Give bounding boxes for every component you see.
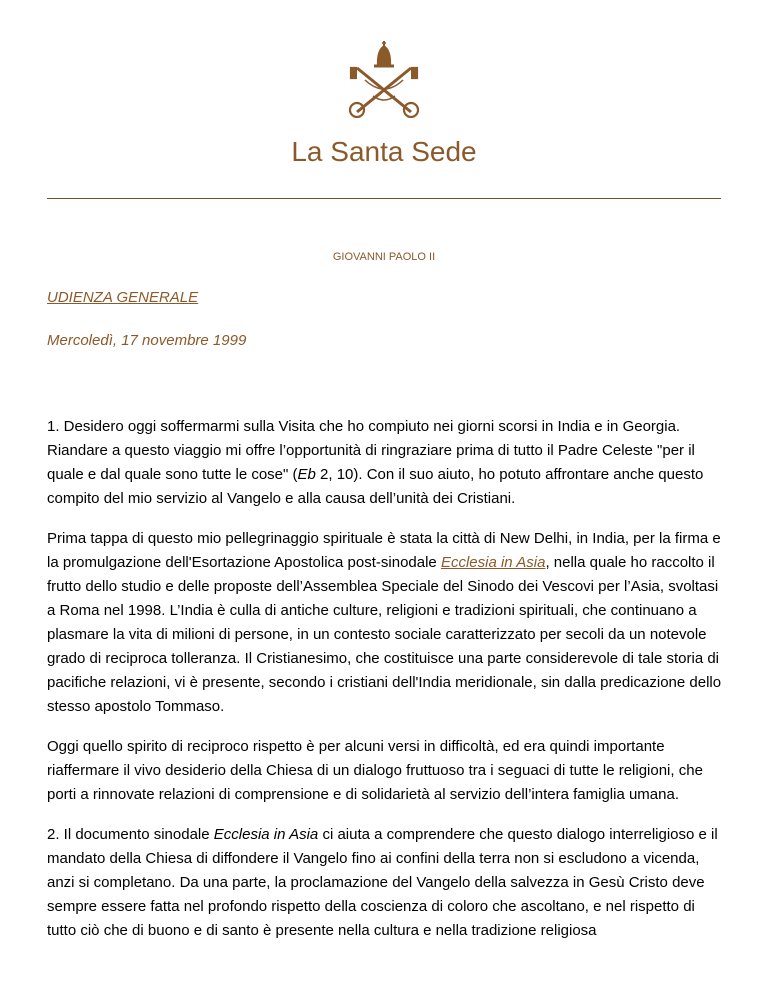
- document-body: [47, 415, 727, 959]
- event-date: Mercoledì, 17 novembre 1999: [47, 332, 247, 349]
- author-label: GIOVANNI PAOLO II: [332, 251, 436, 263]
- paragraph-1: 1. Desidero oggi soffermarmi sulla Visita che ho compiuto nei giorni scorsi in India e in Georgia. Riandare a questo viaggio mi offre l’opportunità di ringraziare prima di tutto il Padre Celeste "per il quale e dal quale sono tutte le cose" (Eb 2, 10). Con il suo aiuto, ho potuto affrontare anche questo compito del mio servizio al Vangelo e alla causa dell’unità dei Cristiani.: [47, 418, 704, 507]
- paragraph-3: Oggi quello spirito di reciproco rispetto è per alcuni versi in difficoltà, ed era quindi importante riaffermare il vivo desiderio della Chiesa di un dialogo fruttuoso tra i seguaci di tutte le religioni, che porti a rinnovate relazioni di comprensione e di solidarietà al servizio dell’intera famiglia umana.: [47, 738, 703, 803]
- header-divider: [47, 198, 721, 199]
- papal-keys-emblem-icon: [343, 40, 425, 118]
- event-title: UDIENZA GENERALE: [47, 289, 199, 306]
- paragraph-2: Prima tappa di questo mio pellegrinaggio spirituale è stata la città di New Delhi, in India, per la firma e la promulgazione dell'Esortazione Apostolica post-sinodale Ecclesia in Asia, nella quale ho raccolto il frutto dello studio e delle proposte dell’Assemblea Speciale del Sinodo dei Vescovi per l’Asia, svoltasi a Roma nel 1998. L’India è culla di antiche culture, religioni e tradizioni spirituali, che continuano a plasmare la vita di milioni di persone, in un contesto sociale caratterizzato per secoli da un notevole grado di reciproca tolleranza. Il Cristianesimo, che costituisce una parte considerevole di tale storia di pacifiche relazioni, vi è presente, secondo i cristiani dell'India meridionale, sin dalla predicazione dello stesso apostolo Tommaso.: [47, 530, 722, 715]
- document-title: Ecclesia in Asia: [213, 826, 319, 843]
- ecclesia-in-asia-link[interactable]: Ecclesia in Asia: [440, 554, 546, 571]
- paragraph-4: 2. Il documento sinodale Ecclesia in Asia ci aiuta a comprendere che questo dialogo interreligioso e il mandato della Chiesa di diffondere il Vangelo fino ai confini della terra non si escludono a vicenda, anzi si completano. Da una parte, la proclamazione del Vangelo della salvezza in Gesù Cristo deve sempre essere fatta nel profondo rispetto della coscienza di coloro che ascoltano, e nel rispetto di tutto ciò che di buono e di santo è presente nella cultura e nella tradizione religiosa: [47, 826, 718, 939]
- site-title[interactable]: La Santa Sede: [291, 136, 477, 167]
- bible-reference: Eb: [297, 466, 316, 483]
